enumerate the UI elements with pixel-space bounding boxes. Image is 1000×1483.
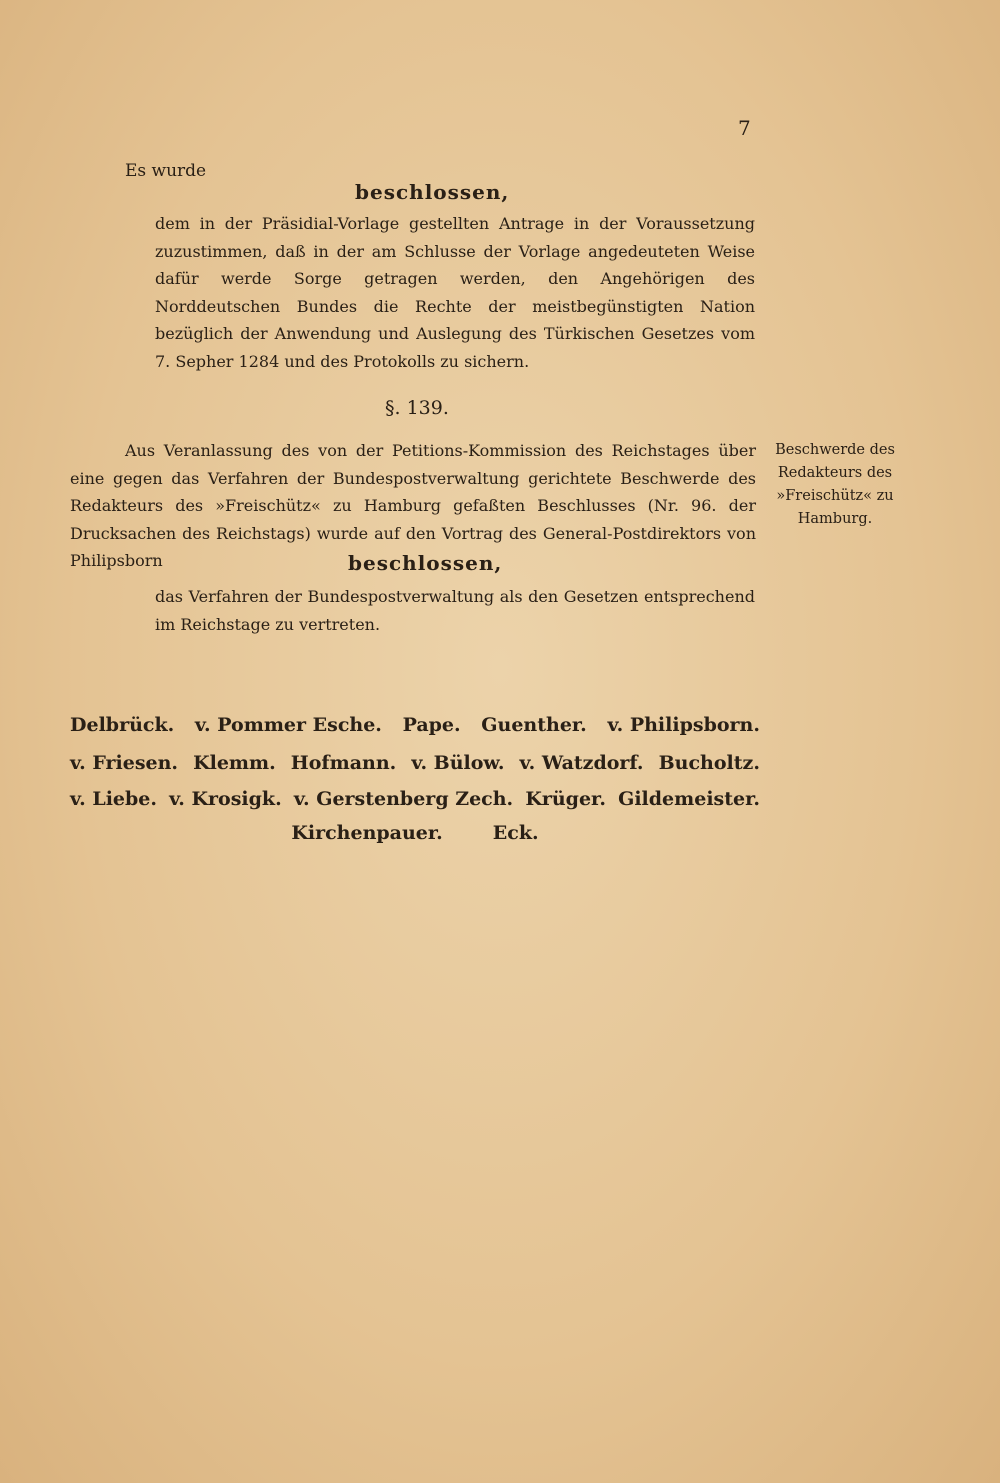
intro-text: Es wurde [125,161,207,181]
signature-row [70,752,760,774]
signature: Eck. [492,822,539,844]
signature: v. Gerstenberg Zech. [293,788,514,810]
section-number: §. 139. [385,397,449,419]
signature-row [70,822,760,844]
signature: v. Watzdorf. [519,752,644,774]
signature: Hofmann. [290,752,397,774]
resolution-paragraph: dem in der Präsidial-Vorlage gestellten Antrage in der Voraussetzung zuzustimmen, daß in der am Schlusse der Vorlage angedeuteten Weise dafür werde Sorge getragen werden, den Angehörigen des Norddeutschen Bundes die Rechte der meistbegünstigten Nation bezüglich der Anwendung und Auslegung des Türkischen Gesetzes vom 7. Sepher 1284 und des Protokolls zu sichern. [155,214,755,371]
margin-note: Beschwerde des Redakteurs des »Freischütz« zu Hamburg. [775,442,895,527]
section-paragraph: Aus Veranlassung des von der Petitions-Kommission des Reichstages über eine gegen das Verfahren der Bundespostverwaltung gerichtete Beschwerde des Redakteurs des »Freischütz« zu Hamburg gefaßten Beschlusses (Nr. 96. der Drucksachen des Reichstags) wurde auf den Vortrag des General-Postdirektors von Philipsborn [70,441,756,570]
signature: Krüger. [525,788,606,810]
signature: v. Bülow. [411,752,505,774]
signature: Bucholtz. [658,752,760,774]
signature-row [70,788,760,810]
signature: v. Pommer Esche. [194,714,382,736]
signature: v. Krosigk. [169,788,282,810]
signature: Gildemeister. [618,788,760,810]
signature: Delbrück. [70,714,175,736]
signature-row [70,714,760,736]
signature: Kirchenpauer. [291,822,443,844]
signature: v. Friesen. [70,752,179,774]
resolution-paragraph-2: das Verfahren der Bundespostverwaltung als den Gesetzen entsprechend im Reichstage zu vertreten. [155,587,755,634]
signature: Pape. [402,714,461,736]
resolved-heading-2: beschlossen, [348,551,503,575]
signature: Klemm. [193,752,276,774]
resolved-heading: beschlossen, [355,180,510,204]
signature: v. Liebe. [70,788,158,810]
signature: Guenther. [481,714,587,736]
signature: v. Philipsborn. [607,714,760,736]
page-number: 7 [738,116,751,140]
